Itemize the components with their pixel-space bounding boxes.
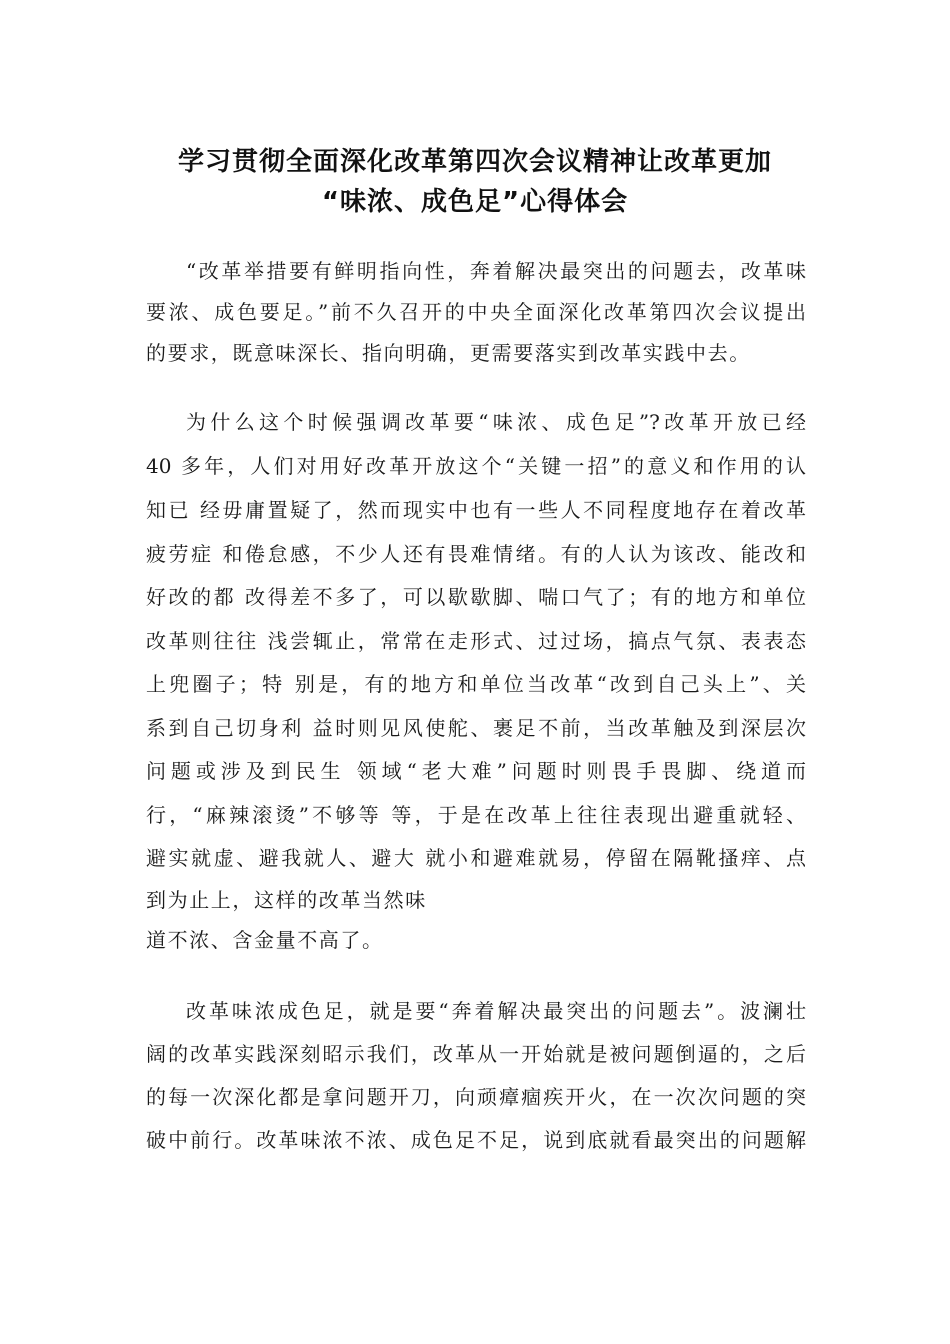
paragraph-3-line-4: 破中前行。改革味浓不浓、成色足不足，说到底就看最突出的问题解 [146,1128,806,1152]
paragraph-2-line-7: 上兜圈子；特 别是，有的地方和单位当改革“改到自己头上”、关 [146,672,806,696]
paragraph-2-line-3: 知已 经毋庸置疑了，然而现实中也有一些人不同程度地存在着改革 [146,498,806,522]
paragraph-2-line-11: 避实就虚、避我就人、避大 就小和避难就易，停留在隔靴搔痒、点 [146,846,806,870]
paragraph-2-line-8: 系到自己切身利 益时则见风使舵、裹足不前，当改革触及到深层次 [146,716,806,740]
paragraph-2-line-6: 改革则往往 浅尝辄止，常常在走形式、过过场，搞点气氛、表表态 [146,629,806,653]
paragraph-2-line-2: 40 多年，人们对用好改革开放这个“关键一招”的意义和作用的认 [146,454,806,478]
paragraph-3-line-1: 改革味浓成色足，就是要“奔着解决最突出的问题去”。波澜壮 [186,999,806,1023]
paragraph-3-line-3: 的每一次深化都是拿问题开刀，向顽瘴痼疾开火，在一次次问题的突 [146,1085,806,1109]
paragraph-2-line-5: 好改的都 改得差不多了，可以歇歇脚、喘口气了；有的地方和单位 [146,585,806,609]
document-title-line-2: “味浓、成色足”心得体会 [321,187,629,217]
paragraph-2-line-9: 问题或涉及到民生 领域“老大难”问题时则畏手畏脚、绕道而 [146,759,806,783]
paragraph-1-line-3: 的要求，既意味深长、指向明确，更需要落实到改革实践中去。 [146,341,751,365]
paragraph-2-line-13: 道不浓、含金量不高了。 [146,928,384,952]
paragraph-1-line-1: “改革举措要有鲜明指向性，奔着解决最突出的问题去，改革味 [186,259,806,283]
paragraph-1-line-2: 要浓、成色要足。”前不久召开的中央全面深化改革第四次会议提出 [146,300,806,324]
paragraph-3-line-2: 阔的改革实践深刻昭示我们，改革从一开始就是被问题倒逼的，之后 [146,1042,806,1066]
paragraph-2-line-1: 为什么这个时候强调改革要“味浓、成色足”?改革开放已经 [186,410,806,434]
paragraph-2-line-4: 疲劳症 和倦怠感，不少人还有畏难情绪。有的人认为该改、能改和 [146,542,806,566]
paragraph-2-line-10: 行，“麻辣滚烫”不够等 等，于是在改革上往往表现出避重就轻、 [146,803,806,827]
paragraph-2-line-12: 到为止上，这样的改革当然味 [146,888,427,912]
document-title-line-1: 学习贯彻全面深化改革第四次会议精神让改革更加 [177,147,772,177]
